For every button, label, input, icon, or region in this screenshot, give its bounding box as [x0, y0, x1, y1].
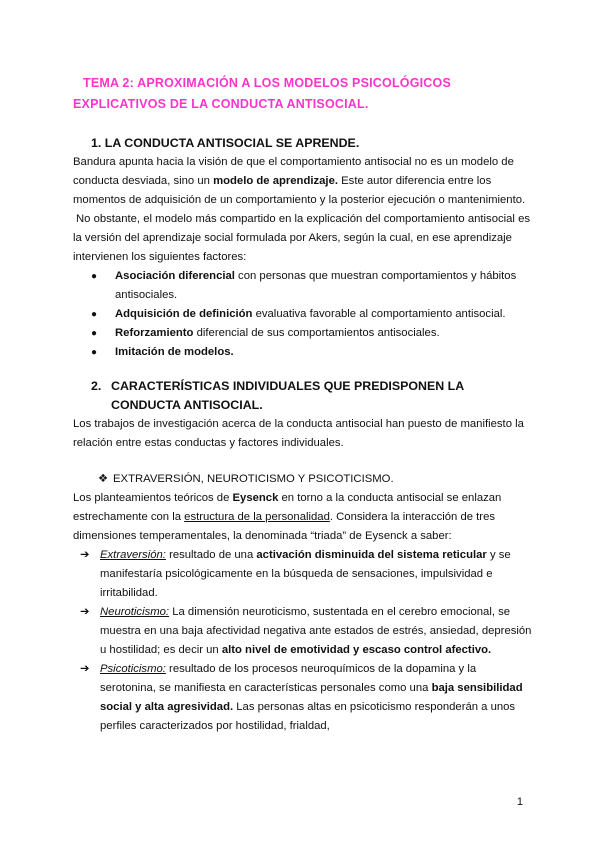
text-run: con personas que muestran comportamientos y hábitos antisociales. — [115, 270, 517, 301]
text-run: diferencial de sus comportamientos antisociales. — [193, 327, 440, 339]
text-run: Este autor diferencia entre los momentos de adquisición de un comportamiento y la posterior ejecución o mantenimiento. — [73, 175, 526, 206]
arrow-right-icon: ➔ — [80, 549, 90, 561]
bullet-icon: ● — [91, 271, 98, 282]
bold-text: baja sensibilidad social y alta agresividad. — [100, 682, 523, 713]
bold-text: Asociación diferencial — [115, 270, 235, 282]
term-text: Extraversión: — [100, 549, 166, 561]
text-run: resultado de una — [165, 549, 257, 561]
factors-list — [73, 267, 533, 362]
bold-text: Adquisición de definición — [115, 308, 253, 320]
section-1-title: LA CONDUCTA ANTISOCIAL SE APRENDE. — [104, 136, 360, 150]
section-1-paragraph-1 — [73, 153, 533, 210]
list-item — [91, 343, 533, 362]
arrow-right-icon: ➔ — [80, 663, 90, 675]
triad-list — [73, 546, 533, 736]
section-1-paragraph-2: No obstante, el modelo más compartido en la explicación del comportamiento antisocial es la versión del aprendizaje social formulada por Akers, según la cual, en ese aprendizaje intervienen los siguientes factores: — [73, 213, 530, 263]
text-run: Bandura apunta hacia la visión de que el comportamiento antisocial no es un modelo de conducta desviada, sino un — [73, 156, 514, 187]
document-title: TEMA 2: APROXIMACIÓN A LOS MODELOS PSICOLÓGICOS EXPLICATIVOS DE LA CONDUCTA ANTISOCIAL. — [73, 76, 451, 111]
bold-text: Eysenck — [232, 492, 279, 504]
bold-text: activación disminuida del sistema reticular — [256, 549, 487, 561]
text-run: y se manifestaría psicológicamente en la búsqueda de sensaciones, impulsividad e irritabilidad. — [100, 549, 511, 599]
section-1-heading — [73, 134, 533, 153]
section-1-number: 1. — [91, 136, 102, 150]
bold-text: modelo de aprendizaje. — [213, 175, 338, 187]
list-item-neuroticismo — [80, 603, 533, 660]
section-2-paragraph-1: Los trabajos de investigación acerca de la conducta antisocial han puesto de manifiesto la relación entre estas conductas y factores individuales. — [73, 418, 524, 449]
section-2-number: 2. — [91, 379, 102, 393]
list-item — [91, 267, 533, 305]
underlined-text: estructura de la personalidad — [184, 511, 330, 523]
list-item — [91, 305, 533, 324]
bold-text: Reforzamiento — [115, 327, 194, 339]
term-text: Psicoticismo: — [100, 663, 166, 675]
text-run: evaluativa favorable al comportamiento antisocial. — [252, 308, 506, 320]
section-2-title: CARACTERÍSTICAS INDIVIDUALES QUE PREDISPONEN LA CONDUCTA ANTISOCIAL. — [111, 379, 464, 412]
list-item-extraversion — [80, 546, 533, 603]
bullet-icon: ● — [91, 309, 98, 320]
text-run: Los planteamientos teóricos de — [73, 492, 233, 504]
text-run: La dimensión neuroticismo, sustentada en el cerebro emocional, se muestra en una baja afectividad negativa ante estados de estrés, ansiedad, depresión u hostilidad; es decir un — [100, 606, 532, 656]
text-run: Las personas altas en psicoticismo responderán a unos perfiles caracterizados por hostilidad, frialdad, — [100, 701, 516, 732]
bold-text: Imitación de modelos. — [115, 346, 234, 358]
text-run: en torno a la conducta antisocial se enlazan estrechamente con la — [73, 492, 502, 523]
text-run: resultado de los procesos neuroquímicos de la dopamina y la serotonina, se manifiesta en características personales como una — [100, 663, 477, 694]
diamond-bullet-icon: ❖ — [98, 473, 109, 485]
subsection-title: EXTRAVERSIÓN, NEUROTICISMO Y PSICOTICISMO. — [113, 473, 394, 485]
section-2-paragraph-2 — [73, 489, 533, 546]
list-item — [91, 324, 533, 343]
subsection-heading — [73, 470, 533, 489]
list-item-psicoticismo — [80, 660, 533, 736]
page-number: 1 — [516, 796, 523, 808]
bullet-icon: ● — [91, 328, 98, 339]
bullet-icon: ● — [91, 347, 98, 358]
bold-text: alto nivel de emotividad y escaso control afectivo. — [221, 644, 492, 656]
arrow-right-icon: ➔ — [80, 606, 90, 618]
document-body — [73, 130, 533, 736]
text-run: . Considera la interacción de tres dimensiones temperamentales, la denominada “triada” de Eysenck a saber: — [73, 511, 496, 542]
section-2-heading — [73, 377, 533, 415]
term-text: Neuroticismo: — [100, 606, 170, 618]
